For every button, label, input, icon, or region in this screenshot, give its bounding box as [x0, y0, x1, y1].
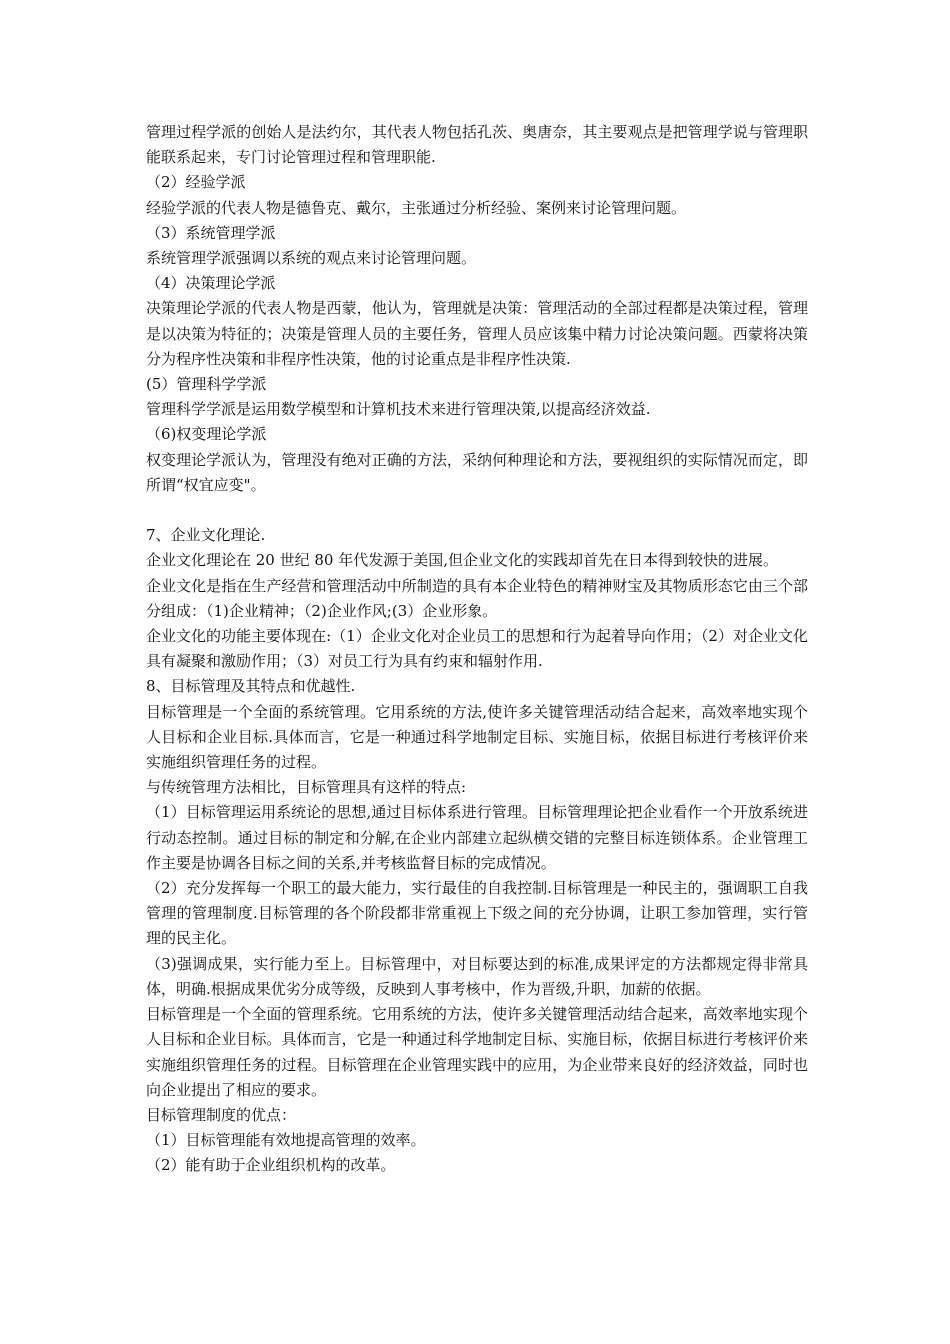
paragraph-mbo-advantage-1: （1）目标管理能有效地提高管理的效率。 [146, 1131, 426, 1150]
heading-experience-school: （2）经验学派 [146, 173, 246, 192]
paragraph-mbo-features-intro: 与传统管理方法相比，目标管理具有这样的特点: [146, 778, 467, 797]
paragraph-corporate-culture-definition: 企业文化是指在生产经营和管理活动中所制造的具有本企业特色的精神财宝及其物质形态它由三个部分组成：（1)企业精神；（2)企业作风;(3）企业形象。 [146, 576, 808, 620]
paragraph-mbo-advantage-2: （2）能有助于企业组织机构的改革。 [146, 1156, 396, 1175]
paragraph-mbo-feature-3: （3)强调成果，实行能力至上。目标管理中，对目标要达到的标准,成果评定的方法都规定得非常具体，明确.根据成果优劣分成等级，反映到人事考核中，作为晋级,升职，加薪的依据。 [146, 954, 808, 998]
paragraph-decision-theory-school: 决策理论学派的代表人物是西蒙，他认为，管理就是决策：管理活动的全部过程都是决策过程，管理是以决策为特征的；决策是管理人员的主要任务，管理人员应该集中精力讨论决策问题。西蒙将决策分为程序性决策和非程序性决策，他的讨论重点是非程序性决策. [146, 299, 808, 368]
paragraph-management-science-school: 管理科学学派是运用数学模型和计算机技术来进行管理决策,以提高经济效益. [146, 400, 651, 419]
blank-line [146, 498, 808, 523]
paragraph-contingency-theory-school: 权变理论学派认为，管理没有绝对正确的方法，采纳何种理论和方法，要视组织的实际情况而定，即所谓“权宜应变"。 [146, 450, 808, 494]
paragraph-mbo-feature-1: （1）目标管理运用系统论的思想,通过目标体系进行管理。目标管理理论把企业看作一个开放系统进行动态控制。通过目标的制定和分解,在企业内部建立起纵横交错的完整目标连锁体系。企业管理工作主要是协调各目标之间的关系,并考核监督目标的完成情况。 [146, 803, 808, 872]
paragraph-mbo-definition: 目标管理是一个全面的系统管理。它用系统的方法,使许多关键管理活动结合起来，高效率地实现个人目标和企业目标.具体而言，它是一种通过科学地制定目标、实施目标，依据目标进行考核评价来实施组织管理任务的过程。 [146, 702, 808, 772]
document-page [146, 120, 808, 1179]
heading-corporate-culture-theory: 7、企业文化理论. [146, 526, 266, 545]
heading-mbo-advantages: 目标管理制度的优点： [146, 1105, 297, 1124]
heading-contingency-theory-school: （6)权变理论学派 [146, 425, 267, 444]
heading-systems-management-school: （3）系统管理学派 [146, 223, 276, 242]
paragraph-management-process-school: 管理过程学派的创始人是法约尔，其代表人物包括孔茨、奥唐奈，其主要观点是把管理学说与管理职能联系起来，专门讨论管理过程和管理职能. [146, 123, 808, 167]
paragraph-mbo-system: 目标管理是一个全面的管理系统。它用系统的方法，使许多关键管理活动结合起来，高效率地实现个人目标和企业目标。具体而言，它是一种通过科学地制定目标、实施目标，依据目标进行考核评价来实施组织管理任务的过程。目标管理在企业管理实践中的应用，为企业带来良好的经济效益，同时也向企业提出了相应的要求。 [146, 1005, 808, 1099]
heading-decision-theory-school: （4）决策理论学派 [146, 274, 276, 293]
paragraph-mbo-feature-2: （2）充分发挥每一个职工的最大能力，实行最佳的自我控制.目标管理是一种民主的，强调职工自我管理的管理制度.目标管理的各个阶段都非常重视上下级之间的充分协调，让职工参加管理，实行管理的民主化。 [146, 879, 808, 948]
paragraph-experience-school: 经验学派的代表人物是德鲁克、戴尔，主张通过分析经验、案例来讨论管理问题。 [146, 198, 687, 217]
heading-management-science-school: (5）管理科学学派 [146, 375, 267, 394]
paragraph-systems-management-school: 系统管理学派强调以系统的观点来讨论管理问题。 [146, 249, 477, 268]
heading-management-by-objectives: 8、目标管理及其特点和优越性. [146, 677, 356, 696]
paragraph-corporate-culture-functions: 企业文化的功能主要体现在:（1）企业文化对企业员工的思想和行为起着导向作用；（2）对企业文化具有凝聚和激励作用；（3）对员工行为具有约束和辐射作用. [146, 627, 808, 671]
paragraph-corporate-culture-origin: 企业文化理论在 20 世纪 80 年代发源于美国,但企业文化的实践却首先在日本得到较快的进展。 [146, 551, 779, 570]
